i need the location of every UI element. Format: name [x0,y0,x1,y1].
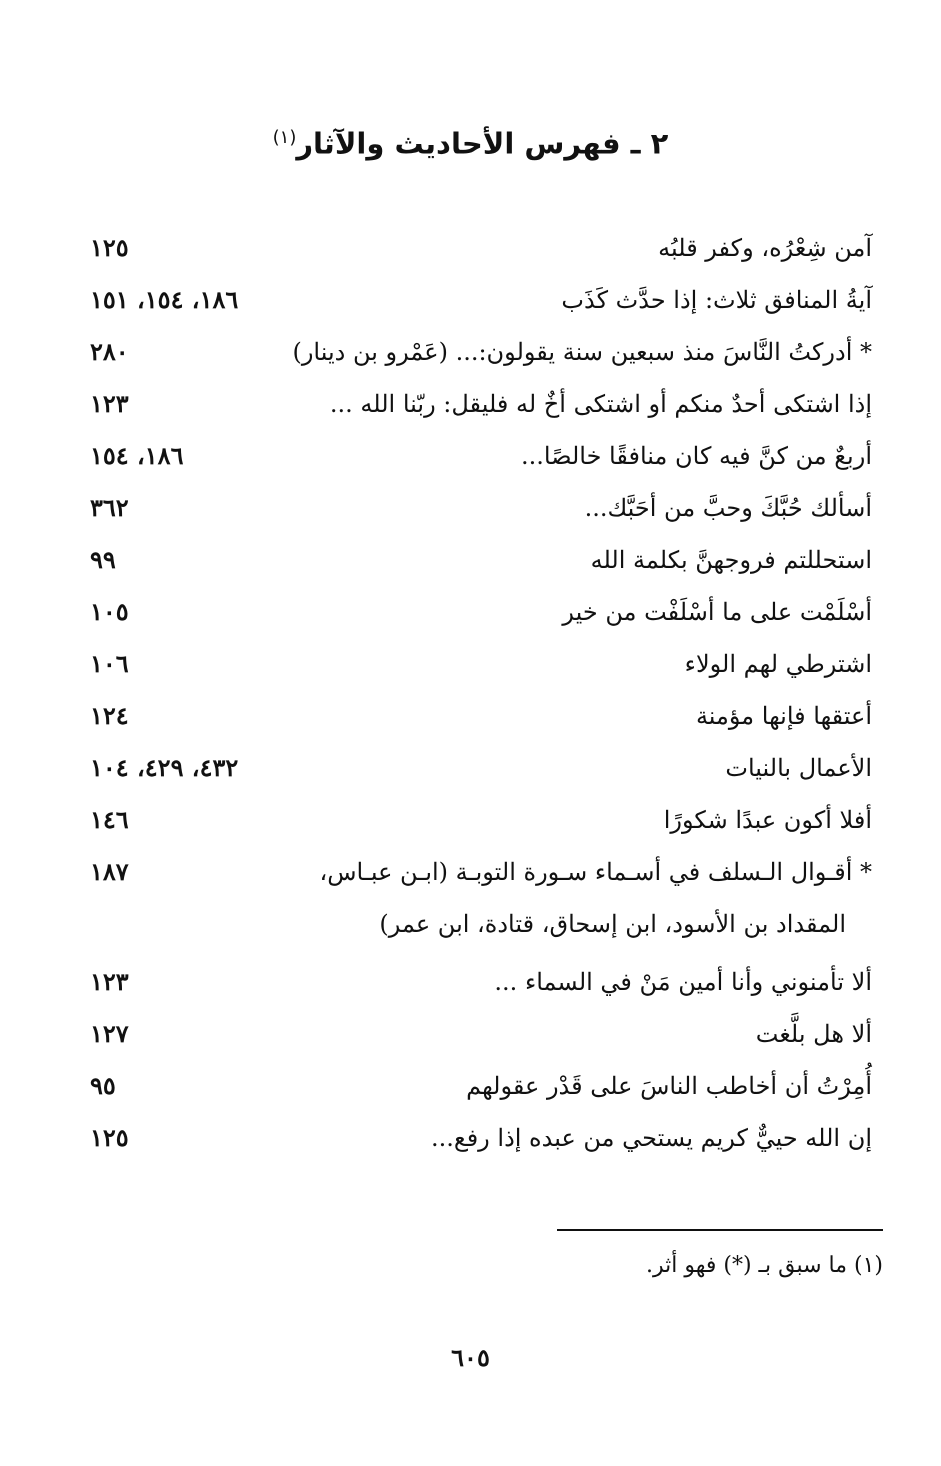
index-entry [90,1112,872,1164]
entry-pages: ٩٥ [90,1071,116,1100]
entry-pages: ٤٣٢، ٤٢٩، ١٠٤ [90,753,239,782]
entry-text: * أدركتُ النَّاسَ منذ سبعين سنة يقولون:... (عَمْرو بن دينار) [292,338,872,366]
entry-pages: ٢٨٠ [90,337,129,366]
index-entry [90,1008,872,1060]
index-entry [90,222,872,274]
page-number: ٦٠٥ [451,1343,490,1372]
page-title [0,118,941,164]
entry-pages: ١٢٥ [90,1123,129,1152]
entry-text: أعتقها فإنها مؤمنة [695,702,872,730]
index-entry [90,1060,872,1112]
index-entry [90,742,872,794]
entry-text: ألا هل بلَّغت [755,1020,872,1048]
index-entry [90,638,872,690]
entry-text: إذا اشتكى أحدٌ منكم أو اشتكى أخٌ له فليقل: ربّنا الله ... [329,390,872,418]
entry-pages: ١٢٥ [90,233,129,262]
entry-pages: ١٨٦، ١٥٤، ١٥١ [90,285,239,314]
index-entry [90,846,872,898]
index-entry [90,534,872,586]
entry-text: إن الله حييٌّ كريم يستحي من عبده إذا رفع... [431,1124,872,1152]
index-entry [90,274,872,326]
index-entry [90,482,872,534]
entry-text: استحللتم فروجهنَّ بكلمة الله [590,546,872,574]
entry-pages: ١٢٣ [90,389,129,418]
footnote-reference: (١) [272,127,297,148]
index-entry [90,586,872,638]
entry-pages: ١٠٦ [90,649,129,678]
entry-text: الأعمال بالنيات [725,754,872,782]
entry-pages: ١٢٤ [90,701,129,730]
index-entry [90,690,872,742]
index-entry [90,794,872,846]
index-entry-continuation [90,898,872,956]
entry-pages: ١٠٥ [90,597,129,626]
entry-text: ألا تأمنوني وأنا أمين مَنْ في السماء ... [494,968,872,996]
entry-text: * أقـوال الـسلف في أسـماء سـورة التوبـة (ابـن عبـاس، [319,858,872,886]
footnote-divider [557,1229,883,1231]
entry-pages: ٩٩ [90,545,116,574]
index-entry [90,430,872,482]
entry-text: المقداد بن الأسود، ابن إسحاق، قتادة، ابن عمر) [379,910,846,938]
entry-text: أفلا أكون عبدًا شكورًا [663,806,872,834]
hadith-index-list [90,222,872,1164]
entry-text: آمن شِعْرُه، وكفر قلبُه [658,234,872,262]
index-entry [90,378,872,430]
entry-pages: ١٢٧ [90,1019,129,1048]
index-entry [90,326,872,378]
entry-text: أسْلَمْت على ما أسْلَفْت من خير [562,598,872,626]
entry-pages: ١٨٦، ١٥٤ [90,441,184,470]
entry-pages: ١٨٧ [90,857,129,886]
footnote: (١) ما سبق بـ (*) فهو أثر. [646,1253,883,1278]
index-entry [90,956,872,1008]
entry-pages: ١٤٦ [90,805,129,834]
entry-text: آيةُ المنافق ثلاث: إذا حدَّث كَذَب [561,286,872,314]
entry-pages: ١٢٣ [90,967,129,996]
entry-pages: ٣٦٢ [90,493,129,522]
entry-text: أسألك حُبَّكَ وحبَّ من أحَبَّك... [584,494,872,522]
entry-text: اشترطي لهم الولاء [684,650,872,678]
entry-text: أُمِرْتُ أن أخاطب الناسَ على قَدْر عقولهم [466,1072,872,1100]
page-title-text: ٢ ـ فهرس الأحاديث والآثار [296,126,669,161]
entry-text: أربعٌ من كنَّ فيه كان منافقًا خالصًا... [520,442,872,470]
